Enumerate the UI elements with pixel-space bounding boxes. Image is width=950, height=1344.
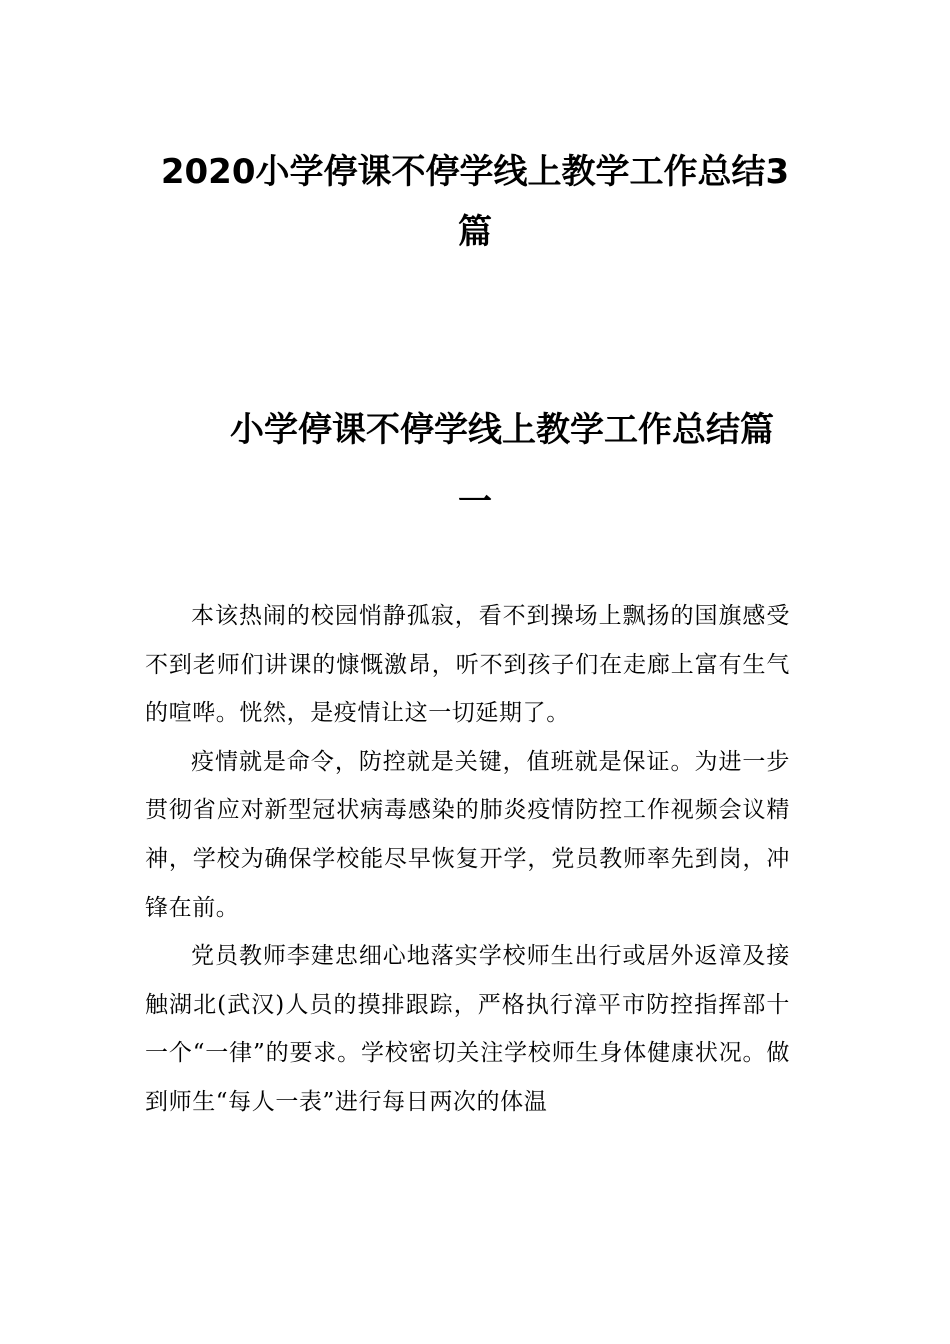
- document-title-line-1: 2020小学停课不停学线上教学工作总结3: [160, 152, 790, 192]
- section-title-line-1: 小学停课不停学线上教学工作总结篇: [230, 410, 774, 450]
- paragraph-3: 党员教师李建忠细心地落实学校师生出行或居外返漳及接触湖北(武汉)人员的摸排跟踪，严格执行漳平市防控指挥部十一个“一律”的要求。学校密切关注学校师生身体健康状况。做到师生“每人一表”进行每日两次的体温: [145, 943, 790, 1115]
- paragraph-1: 本该热闹的校园悄静孤寂，看不到操场上飘扬的国旗感受不到老师们讲课的慷慨激昂，听不到孩子们在走廊上富有生气的喧哗。恍然，是疫情让这一切延期了。: [145, 603, 790, 727]
- paragraph-2: 疫情就是命令，防控就是关键，值班就是保证。为进一步贯彻省应对新型冠状病毒感染的肺炎疫情防控工作视频会议精神，学校为确保学校能尽早恢复开学，党员教师率先到岗，冲锋在前。: [145, 748, 790, 921]
- section-title-line-2: 一: [458, 482, 492, 522]
- document-title-line-2: 篇: [458, 212, 492, 252]
- document-body: [145, 592, 790, 1127]
